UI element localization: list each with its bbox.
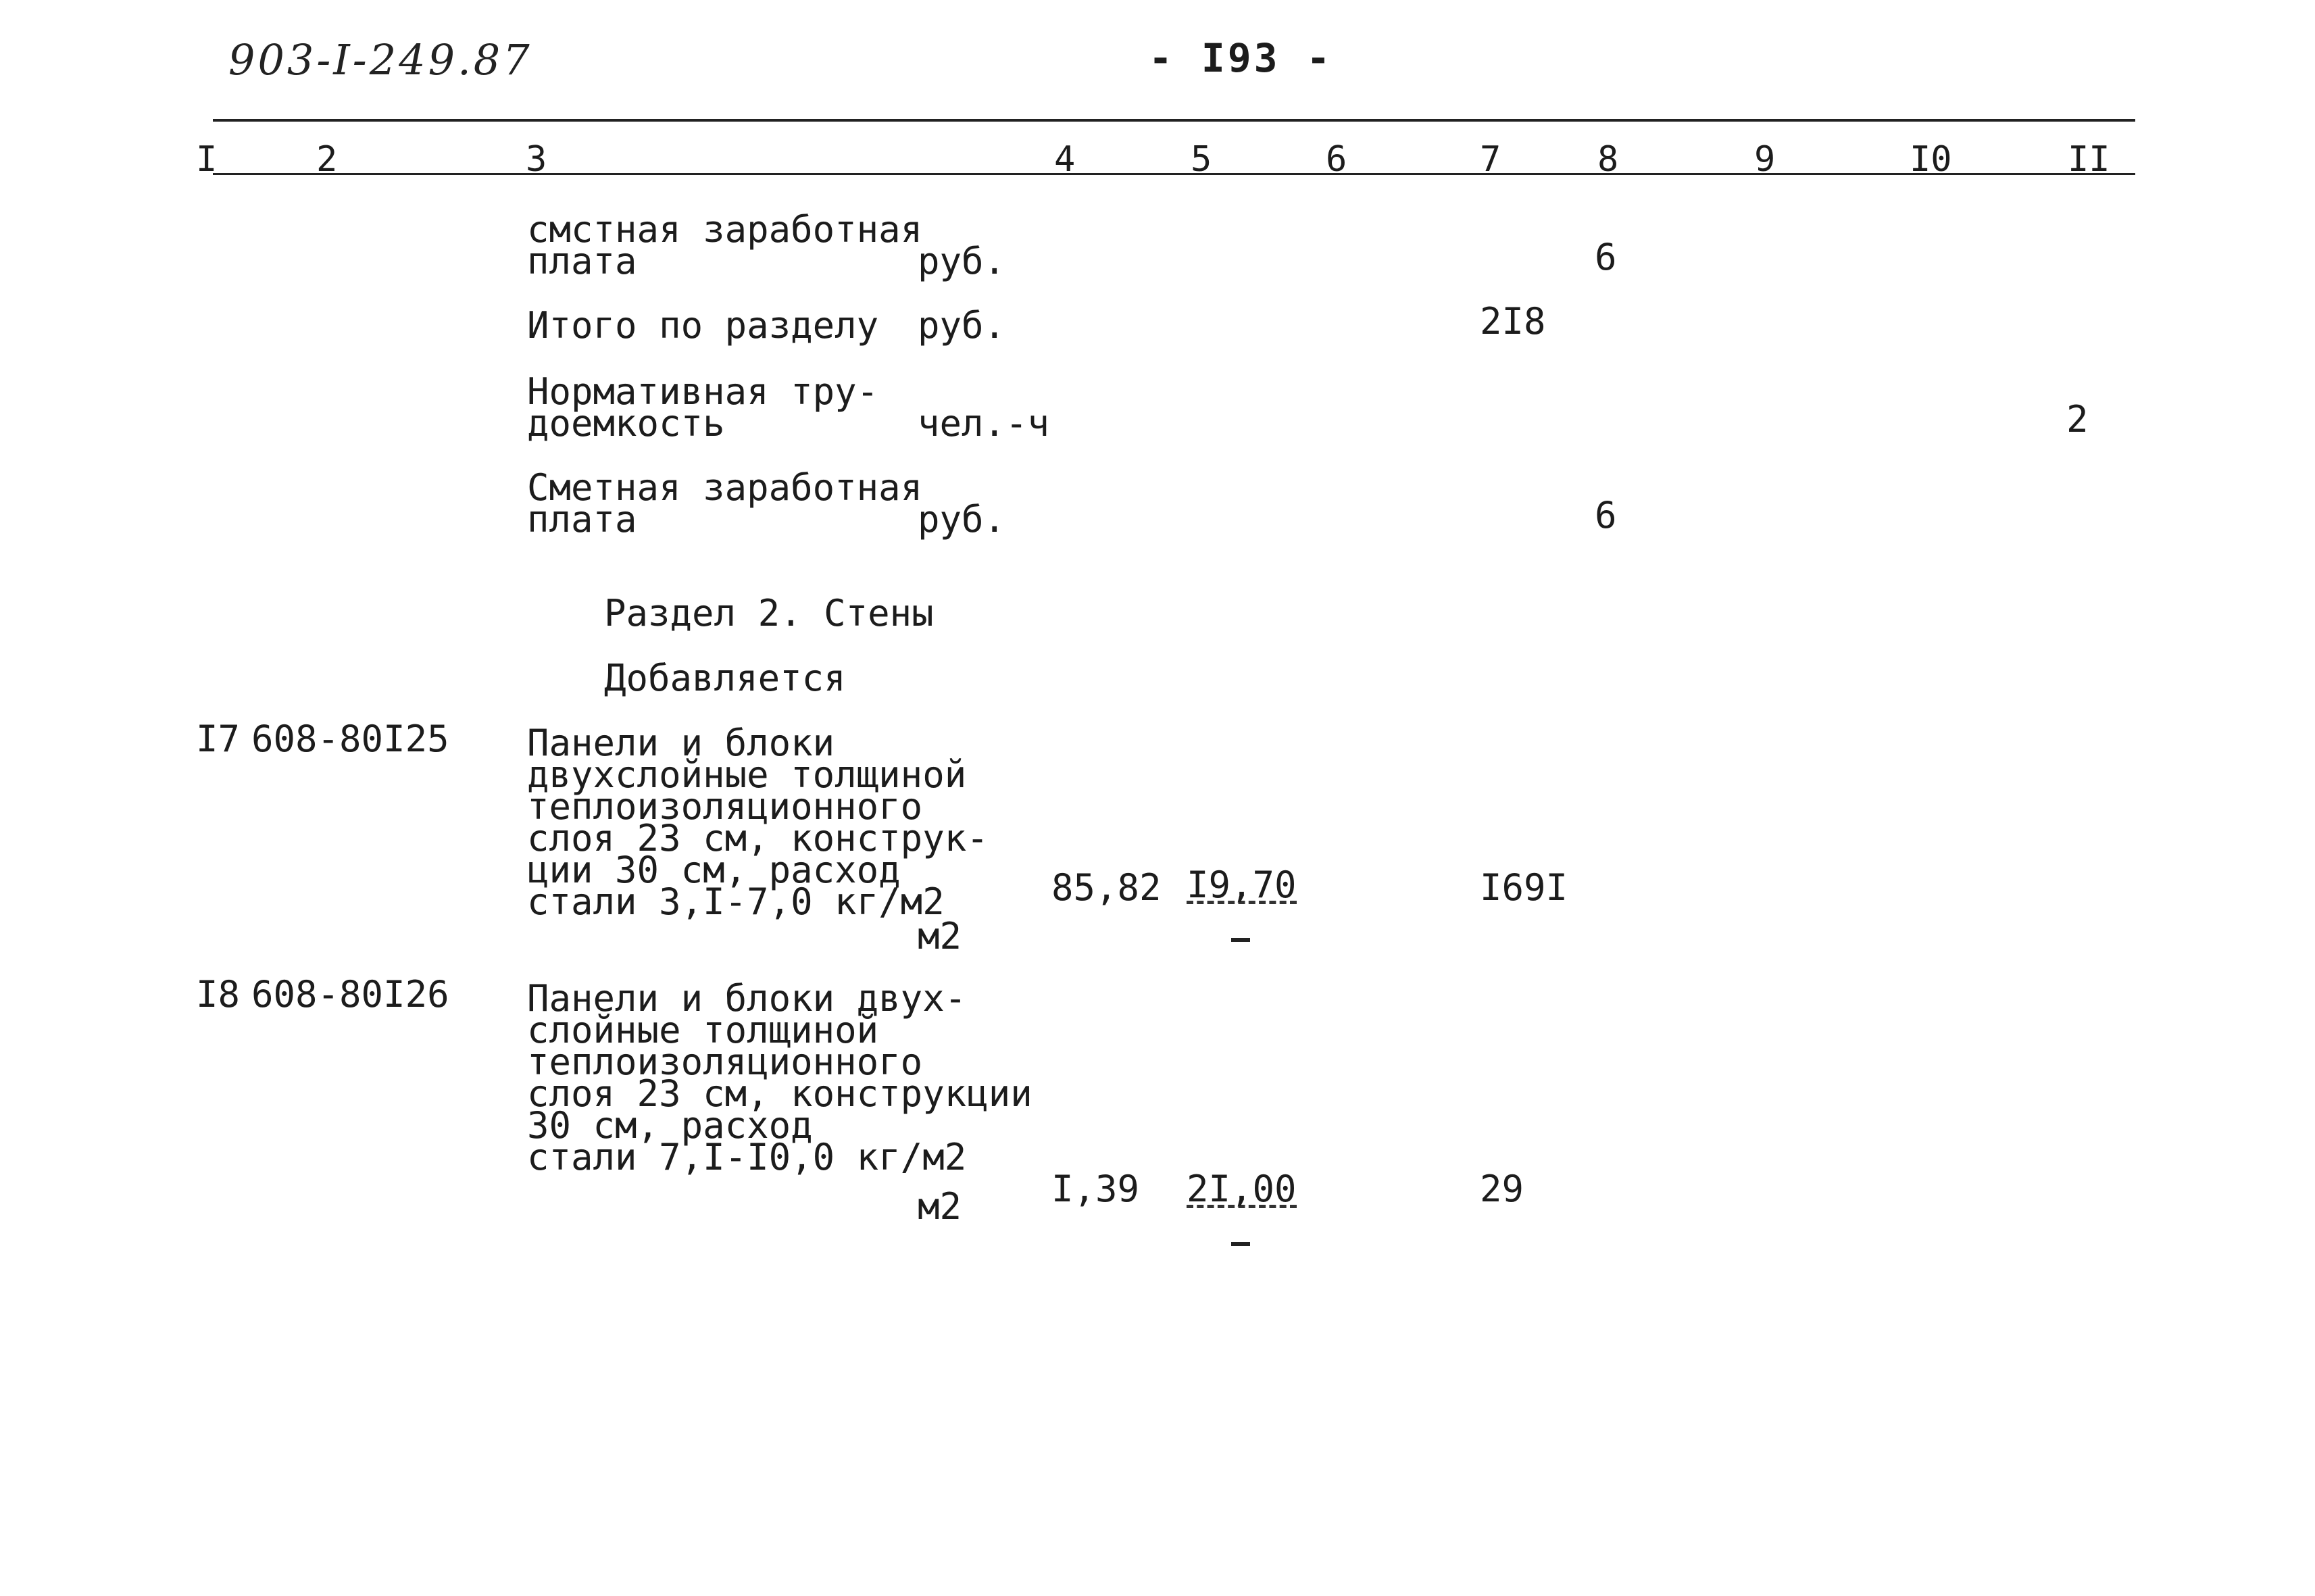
row-4-description: Сметная заработная плата — [527, 466, 923, 541]
row-2-unit: руб. — [918, 304, 1006, 347]
column-header-11: II — [2068, 139, 2110, 180]
page-number: - I93 - — [1149, 35, 1333, 81]
document-code: 903-I-249.87 — [228, 35, 532, 84]
column-header-9: 9 — [1754, 139, 1776, 180]
top-rule — [213, 119, 2135, 122]
item-17-number: I7 — [196, 718, 241, 760]
column-header-10: I0 — [1910, 139, 1952, 180]
item-17-col5-subdash — [1231, 938, 1250, 942]
row-2-description: Итого по разделу — [527, 304, 879, 347]
column-header-5: 5 — [1191, 139, 1212, 180]
column-header-8: 8 — [1597, 139, 1619, 180]
column-header-6: 6 — [1326, 139, 1347, 180]
item-18-col5-value: 2I,00 — [1187, 1168, 1297, 1210]
item-17-code: 608-80I25 — [251, 718, 449, 760]
item-17-unit: м2 — [918, 915, 962, 957]
row-3-unit: чел.-ч — [918, 402, 1050, 445]
item-17-description: Панели и блоки двухслойные толщиной теплоизоляционного слоя 23 см, конструк- ции 30 см, расход стали 3,I-7,0 кг/м2 — [527, 722, 989, 923]
row-2-col7-value: 2I8 — [1480, 300, 1546, 343]
item-18-col5-subdash — [1231, 1242, 1250, 1246]
row-1-unit: руб. — [918, 240, 1006, 282]
row-3-description: Нормативная тру- доемкость — [527, 370, 879, 445]
row-1-col8-value: 6 — [1595, 236, 1617, 278]
item-18-col4-value: I,39 — [1051, 1168, 1140, 1210]
item-18-number: I8 — [196, 973, 241, 1016]
row-1-description: смстная заработная плата — [527, 208, 923, 282]
column-header-3: 3 — [526, 139, 547, 180]
row-3-col11-value: 2 — [2066, 398, 2089, 441]
item-17-col5-value: I9,70 — [1187, 864, 1297, 906]
item-18-description: Панели и блоки двух- слойные толщиной теплоизоляционного слоя 23 см, конструкции 30 см, расход стали 7,I-I0,0 кг/м2 — [527, 977, 1032, 1178]
column-header-4: 4 — [1054, 139, 1076, 180]
item-18-col7-value: 29 — [1480, 1168, 1524, 1210]
section-subtitle: Добавляется — [604, 657, 846, 699]
column-header-rule — [213, 173, 2135, 175]
item-17-col7-value: I69I — [1480, 866, 1568, 909]
column-header-1: I — [196, 139, 218, 180]
column-header-7: 7 — [1480, 139, 1501, 180]
row-4-col8-value: 6 — [1595, 494, 1617, 537]
row-4-unit: руб. — [918, 498, 1006, 541]
item-18-code: 608-80I26 — [251, 973, 449, 1016]
item-17-col4-value: 85,82 — [1051, 866, 1162, 909]
item-18-unit: м2 — [918, 1185, 962, 1228]
column-header-2: 2 — [316, 139, 338, 180]
section-title: Раздел 2. Стены — [604, 592, 934, 634]
